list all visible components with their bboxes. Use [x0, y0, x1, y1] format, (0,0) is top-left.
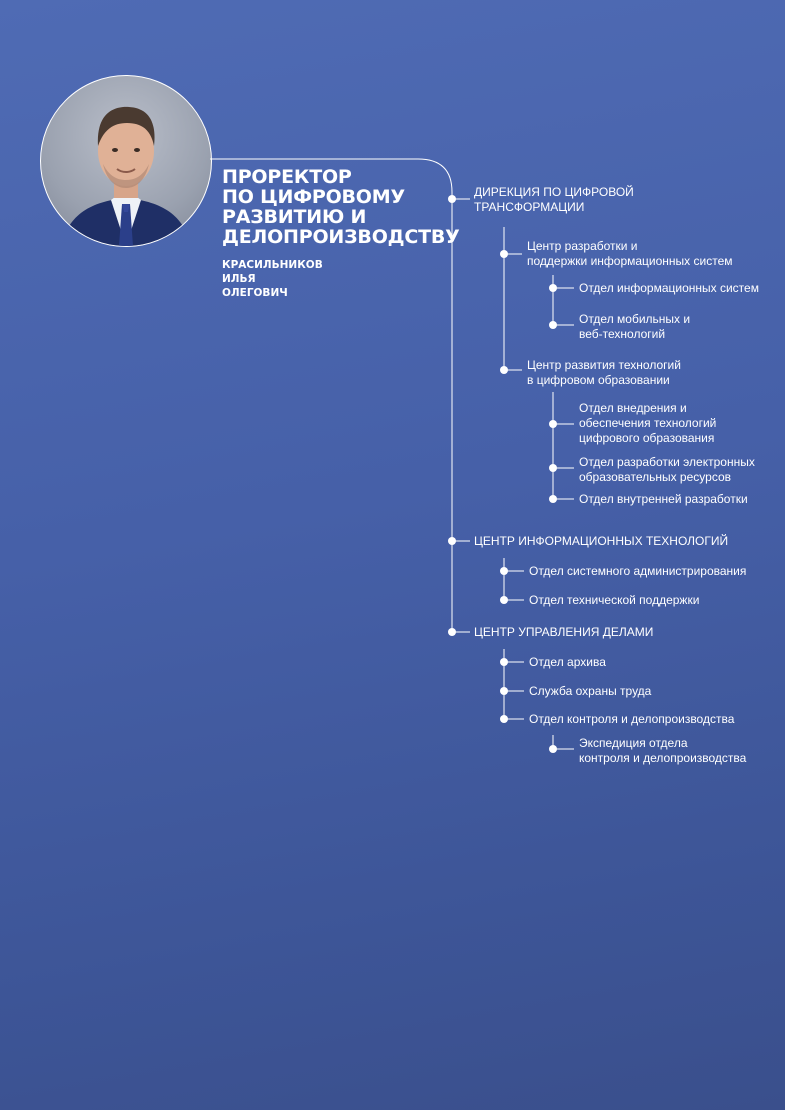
name-line: ИЛЬЯ — [222, 273, 256, 285]
node-line: Служба охраны труда — [529, 684, 652, 698]
name-line: КРАСИЛЬНИКОВ — [222, 259, 323, 271]
node-line: Отдел внедрения и — [579, 401, 687, 415]
org-node-labor-safety — [529, 684, 651, 699]
node-dot — [500, 596, 508, 604]
org-node-mobile-web-dept — [579, 312, 690, 342]
node-dot — [549, 420, 557, 428]
node-line: Отдел внутренней разработки — [579, 492, 748, 506]
node-line: поддержки информационных систем — [527, 254, 733, 268]
node-dot — [500, 658, 508, 666]
org-node-info-systems-dept — [579, 281, 759, 296]
node-line: веб-технологий — [579, 327, 666, 341]
node-line: цифрового образования — [579, 431, 715, 445]
node-dot — [500, 715, 508, 723]
node-line: Центр разработки и — [527, 239, 638, 253]
org-node-archive-dept — [529, 655, 606, 670]
node-line: Отдел контроля и делопроизводства — [529, 712, 735, 726]
title-line: РАЗВИТИЮ И — [222, 206, 367, 228]
node-line: образовательных ресурсов — [579, 470, 731, 484]
title-line: ПРОРЕКТОР — [222, 166, 352, 188]
node-line: Отдел мобильных и — [579, 312, 691, 326]
node-line: Отдел технической поддержки — [529, 593, 700, 607]
node-line: Отдел разработки электронных — [579, 455, 755, 469]
node-line: обеспечения технологий — [579, 416, 717, 430]
node-dot — [500, 567, 508, 575]
org-node-tech-support-dept — [529, 593, 699, 608]
node-dot — [500, 366, 508, 374]
title-line: ДЕЛОПРОИЗВОДСТВУ — [222, 226, 460, 248]
org-node-digital-edu-center — [527, 358, 681, 388]
org-node-e-resources-dept — [579, 455, 755, 485]
org-node-it-center — [474, 534, 728, 549]
node-dot — [549, 284, 557, 292]
org-node-dev-support-center — [527, 239, 733, 269]
node-dot — [500, 250, 508, 258]
node-dot — [549, 495, 557, 503]
org-node-sysadmin-dept — [529, 564, 746, 579]
node-line: контроля и делопроизводства — [579, 751, 747, 765]
node-dot — [448, 537, 456, 545]
node-line: ДИРЕКЦИЯ ПО ЦИФРОВОЙ — [474, 185, 634, 199]
node-dot — [549, 321, 557, 329]
name-line: ОЛЕГОВИЧ — [222, 287, 288, 299]
node-dot — [549, 464, 557, 472]
node-dot — [448, 195, 456, 203]
node-line: ЦЕНТР ИНФОРМАЦИОННЫХ ТЕХНОЛОГИЙ — [474, 534, 729, 548]
node-line: Отдел архива — [529, 655, 606, 669]
node-line: Отдел информационных систем — [579, 281, 759, 295]
org-node-digital-transformation — [474, 185, 634, 215]
node-dot — [549, 745, 557, 753]
org-node-admin-center — [474, 625, 653, 640]
node-line: в цифровом образовании — [527, 373, 670, 387]
org-node-control-dept — [529, 712, 734, 727]
node-line: Отдел системного администрирования — [529, 564, 747, 578]
node-line: Экспедиция отдела — [579, 736, 688, 750]
node-line: Центр развития технологий — [527, 358, 681, 372]
node-dot — [500, 687, 508, 695]
title-line: ПО ЦИФРОВОМУ — [222, 186, 405, 208]
node-line: ТРАНСФОРМАЦИИ — [474, 200, 585, 214]
node-dot — [448, 628, 456, 636]
org-node-implementation-dept — [579, 401, 716, 446]
org-node-expedition — [579, 736, 746, 766]
org-node-internal-dev-dept — [579, 492, 748, 507]
main-connector — [210, 159, 452, 632]
node-line: ЦЕНТР УПРАВЛЕНИЯ ДЕЛАМИ — [474, 625, 654, 639]
